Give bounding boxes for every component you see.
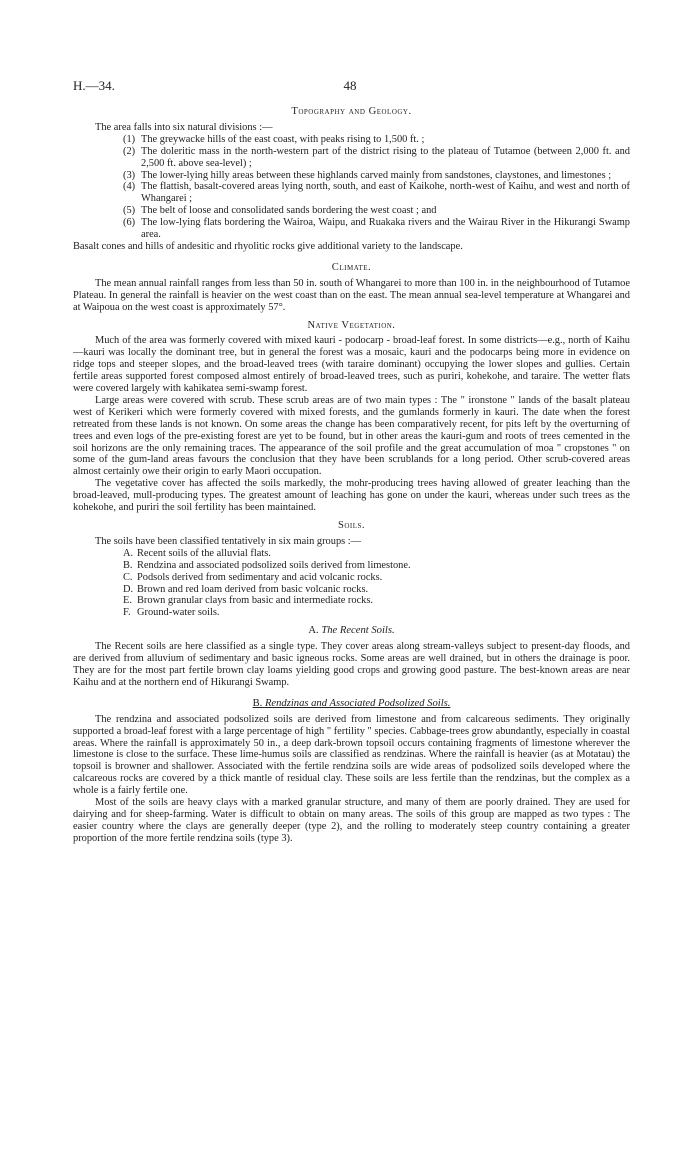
section-title-vegetation: Native Vegetation. xyxy=(307,319,396,331)
rendzinas-paragraph: Most of the soils are heavy clays with a marked granular structure, and many of them are poorly drained. They are used for dairying and for sheep-farming. Water is difficult to obtain on many areas. The soils of this group are mapped as two types : The easier country where the clays are generally deeper (type 2), and the rolling to moderately steep country containing a greater proportion of the more fertile rendzina soils (type 3). xyxy=(73,797,630,844)
division-item: (6) The low-lying flats bordering the Wairoa, Waipu, and Ruakaka rivers and the Wairau River in the Hikurangi Swamp area. xyxy=(123,217,630,241)
soil-groups-list xyxy=(73,548,630,619)
page-body xyxy=(73,106,630,845)
division-item: (3) The lower-lying hilly areas between these highlands carved mainly from sandstones, claystones, and limestones ; xyxy=(123,169,612,181)
section-title-topography: Topography and Geology. xyxy=(291,106,412,117)
soils-intro: The soils have been classified tentatively in six main groups :— xyxy=(95,535,362,547)
topography-intro: The area falls into six natural divisions :— xyxy=(95,121,273,133)
soil-group-item: C. Podsols derived from sedimentary and acid volcanic rocks. xyxy=(123,571,383,583)
page-number: 48 xyxy=(343,78,357,93)
soil-group-item: F. Ground-water soils. xyxy=(123,607,220,619)
rendzinas-paragraph: The rendzina and associated podsolized soils are derived from limestone and from calcareous sediments. They originally supported a broad-leaf forest with a large percentage of high " fertility " species. Cabbage-trees grow abundantly, especially in coastal areas. Where the rainfall is approximately 50 in., a deep dark-brown topsoil occurs containing fragments of limestone wherever the limestone is close to the surface. These lime-humus soils are classified as rendzinas. Where the rainfall is heavier (as at Motatau) the topsoil is browner and shallower. Associated with the fertile rendzina soils are wide areas of podsolized soils developed where the calcareous rocks are covered by a thick mantle of residual clay. These soils are less fertile than the rendzinas, but the complex as a whole is a fairly fertile one. xyxy=(73,713,630,797)
divisions-list xyxy=(73,134,630,241)
division-item: (5) The belt of loose and consolidated sands bordering the west coast ; and xyxy=(123,205,437,217)
section-title-soils: Soils. xyxy=(337,520,366,531)
division-item: (1) The greywacke hills of the east coast, with peaks rising to 1,500 ft. ; xyxy=(123,133,425,145)
vegetation-paragraph: Large areas were covered with scrub. These scrub areas are of two main types : The " ironstone " lands of the basalt plateau west of Kerikeri which were formerly covered with mixed forests, and the gumlands formerly in kauri. The date when the forest retreated from these lands is not known. On some areas the change has been comparatively recent, for pits left by the overturning of trees and even logs of the pre-existing forest are yet to be found, but in other areas the kauri-gum and roots of trees cemented in the soil horizons are the only remaining traces. The appearance of the soil profile and the great accumulation of moa " cropstones " on some of the gum-land areas favours the conclusion that they have been scrublands for a long period. Other scrub-covered areas almost certainly owe their origin to early Maori occupation. xyxy=(73,394,630,478)
subsection-title-recent-soils: A. The Recent Soils. xyxy=(308,625,395,637)
report-code: H.—34. xyxy=(73,78,115,93)
soil-group-item: B. Rendzina and associated podsolized soils derived from limestone. xyxy=(123,559,411,571)
soil-group-item: E. Brown granular clays from basic and intermediate rocks. xyxy=(123,595,374,607)
recent-soils-paragraph: The Recent soils are here classified as a single type. They cover areas along stream-valleys subject to present-day floods, and are derived from alluvium of sedimentary and basic igneous rocks. Some areas are well drained, but in others the drainage is poor. They are for the most part fertile brown clay loams yielding good crops and growing good pasture. The best-known areas are near Kaihu and at the northern end of Hikurangi Swamp. xyxy=(73,641,630,688)
subsection-title-rendzinas: B. Rendzinas and Associated Podsolized Soils. xyxy=(252,697,451,709)
division-item: (4) The flattish, basalt-covered areas lying north, south, and east of Kaikohe, north-west of Kaihu, and west and north of Whangarei ; xyxy=(123,181,630,205)
soil-group-item: A. Recent soils of the alluvial flats. xyxy=(123,547,271,559)
section-title-climate: Climate. xyxy=(331,261,372,273)
division-item: (2) The doleritic mass in the north-western part of the district rising to the plateau of Tutamoe (between 2,000 ft. and 2,500 ft. above sea-level) ; xyxy=(123,145,630,169)
topography-closing: Basalt cones and hills of andesitic and rhyolitic rocks give additional variety to the landscape. xyxy=(73,240,463,252)
soil-group-item: D. Brown and red loam derived from basic volcanic rocks. xyxy=(123,583,369,595)
vegetation-paragraph: The vegetative cover has affected the soils markedly, the mohr-producing trees having allowed of greater leaching than the broad-leaved, mull-producing types. The greatest amount of leaching has gone on under the kauri, whereas under such trees as the kohekohe, and puriri the soil fertility has been maintained. xyxy=(73,478,630,514)
vegetation-paragraph: Much of the area was formerly covered with mixed kauri - podocarp - broad-leaf forest. In some districts—e.g., north of Kaihu—kauri was locally the dominant tree, but in general the forest was a mosaic, kauri and the podocarps being more in evidence on ridge tops and steeper slopes, and the broad-leaved trees (with taraire dominant) occupying the lower slopes and gullies. Certain fertile areas supported forest composed almost entirely of broad-leaved trees, such as puriri, kohekohe, and taraire. The wetter flats were covered largely with kahikatea semi-swamp forest. xyxy=(73,335,630,395)
climate-paragraph: The mean annual rainfall ranges from less than 50 in. south of Whangarei to more than 100 in. in the neighbourhood of Tutamoe Plateau. In general the rainfall is heavier on the west coast than on the east. The mean annual sea-level temperature at Whangarei and at Waipoua on the west coast is approximately 57°. xyxy=(73,277,630,313)
